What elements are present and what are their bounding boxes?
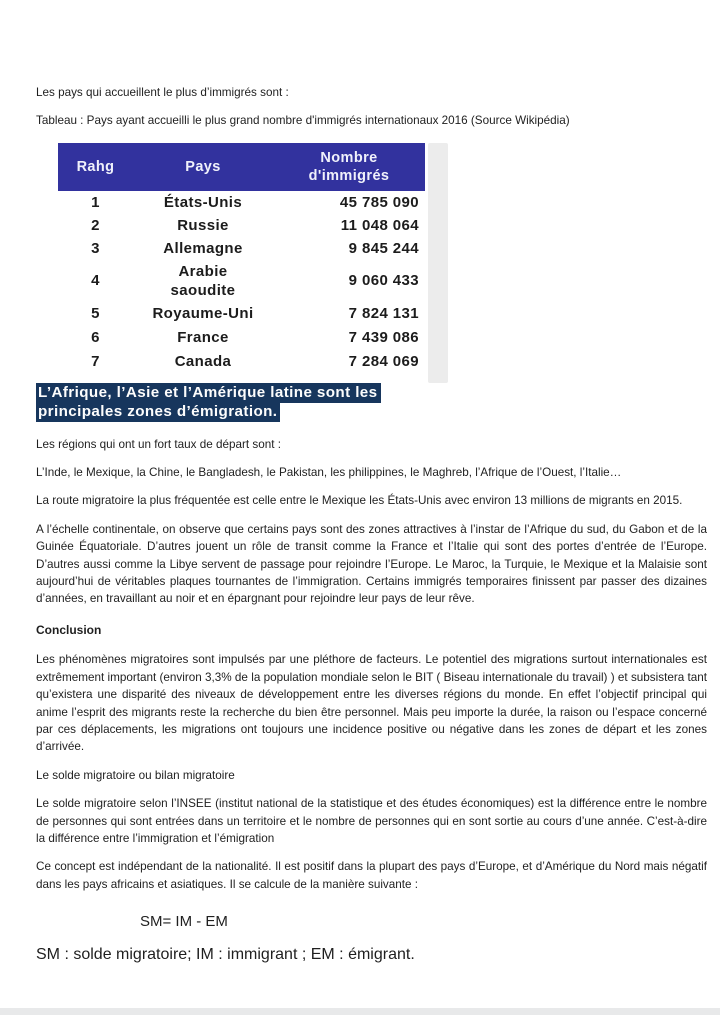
intro-line: Les pays qui accueillent le plus d’immigrés sont : bbox=[36, 86, 289, 99]
cell-rank: 6 bbox=[91, 329, 100, 347]
cell-count: 9 845 244 bbox=[348, 239, 419, 257]
scrollbar-track bbox=[428, 143, 448, 383]
continental-paragraph: A l’échelle continentale, on observe que certains pays sont des zones attractives à l’instar de l’Afrique du sud, du Gabon et de la Guinée Équatoriale. D’autres jouent un rôle de transit comme la France et l’Italie qui sont des portes d’entrée de l’Europe. D’autres aussi comme la Libye servent de passage pour rejoindre l’Europe. Le Maroc, la Turquie, le Mexique et la Malaisie sont aujourd’hui de véritables plaques tournantes de l’immigration. Certains immigrés temporaires finissent par passer des dizaines d’années, en travaillant au noir et en épargnant pour rejoindre leur pays de leur rêve. bbox=[36, 522, 707, 606]
regions-list-line: L’Inde, le Mexique, la Chine, le Bangladesh, le Pakistan, les philippines, le Maghreb, l’Afrique de l’Ouest, l’Italie… bbox=[36, 466, 622, 480]
cell-count: 45 785 090 bbox=[339, 193, 419, 211]
table-row bbox=[58, 350, 425, 374]
cell-rank: 1 bbox=[91, 193, 100, 211]
cell-country: Russie bbox=[177, 216, 229, 234]
table-row bbox=[58, 237, 425, 260]
highlight-banner bbox=[36, 383, 449, 422]
cell-count: 11 048 064 bbox=[340, 216, 419, 234]
table-row bbox=[58, 326, 425, 350]
cell-count: 7 824 131 bbox=[348, 305, 419, 323]
header-cell-count: Nombre d'immigrés bbox=[308, 149, 390, 184]
conclusion-paragraph: Les phénomènes migratoires sont impulsés par une pléthore de facteurs. Le potentiel des migrations surtout internationales est extrêmement important (environ 3,3% de la population mondiale selon le BIT ( Biseau internationale du travail) ) et subsistera tant qu’existera une disparité des niveaux de développement entre les diverses régions du monde. En effet l’objectif principal qui anime l’esprit des migrants reste la recherche du bien être personnel. Mais peu importe la durée, la raison ou l’espace concerné par ces déplacements, les migrations ont toujours une incidence positive ou négative dans les zones de départ et les zones d’arrivée. bbox=[36, 653, 707, 754]
immigrants-table bbox=[36, 143, 428, 374]
table-row bbox=[58, 214, 425, 237]
cell-rank: 4 bbox=[91, 272, 100, 290]
header-cell-rank: Rahg bbox=[76, 158, 115, 175]
cell-count: 9 060 433 bbox=[348, 272, 419, 290]
table-header-row bbox=[58, 143, 425, 191]
page-bottom-edge bbox=[0, 1008, 720, 1015]
regions-intro-line: Les régions qui ont un fort taux de départ sont : bbox=[36, 437, 281, 451]
table-row bbox=[58, 302, 425, 326]
cell-country: Allemagne bbox=[163, 239, 243, 257]
route-line: La route migratoire la plus fréquentée est celle entre le Mexique les États-Unis avec environ 13 millions de migrants en 2015. bbox=[36, 494, 683, 508]
highlight-text: L’Afrique, l’Asie et l’Amérique latine sont les principales zones d’émigration. bbox=[36, 383, 381, 422]
table-screenshot-figure bbox=[34, 143, 449, 422]
formula-legend: SM : solde migratoire; IM : immigrant ; EM : émigrant. bbox=[36, 946, 415, 964]
table-caption: Tableau : Pays ayant accueilli le plus grand nombre d'immigrés internationaux 2016 (Source Wikipédia) bbox=[36, 114, 570, 128]
solde-paragraph: Le solde migratoire selon l’INSEE (institut national de la statistique et des études économiques) est la différence entre le nombre de personnes qui sont entrées dans un territoire et le nombre de personnes qui en sont sortie au cours d’une année. C’est-à-dire la différence entre l’immigration et l’émigration bbox=[36, 797, 707, 845]
cell-country: Arabie saoudite bbox=[170, 262, 236, 299]
cell-country: Royaume-Uni bbox=[152, 305, 254, 323]
table-row bbox=[58, 260, 425, 302]
table-row bbox=[58, 191, 425, 214]
cell-rank: 7 bbox=[91, 353, 100, 371]
cell-rank: 5 bbox=[91, 305, 100, 323]
conclusion-heading: Conclusion bbox=[36, 622, 102, 637]
solde-title-line: Le solde migratoire ou bilan migratoire bbox=[36, 768, 235, 782]
cell-country: États-Unis bbox=[163, 193, 243, 211]
migration-formula: SM= IM - EM bbox=[140, 913, 228, 931]
cell-country: Canada bbox=[174, 353, 232, 371]
cell-count: 7 439 086 bbox=[348, 329, 419, 347]
cell-count: 7 284 069 bbox=[348, 353, 419, 371]
header-cell-country: Pays bbox=[185, 158, 221, 175]
concept-paragraph: Ce concept est indépendant de la nationalité. Il est positif dans la plupart des pays d’Europe, et d’Amérique du Nord mais négatif dans les pays africains et asiatiques. Il se calcule de la manière suivante : bbox=[36, 860, 707, 891]
cell-rank: 2 bbox=[91, 216, 100, 234]
cell-country: France bbox=[177, 329, 229, 347]
cell-rank: 3 bbox=[91, 239, 100, 257]
